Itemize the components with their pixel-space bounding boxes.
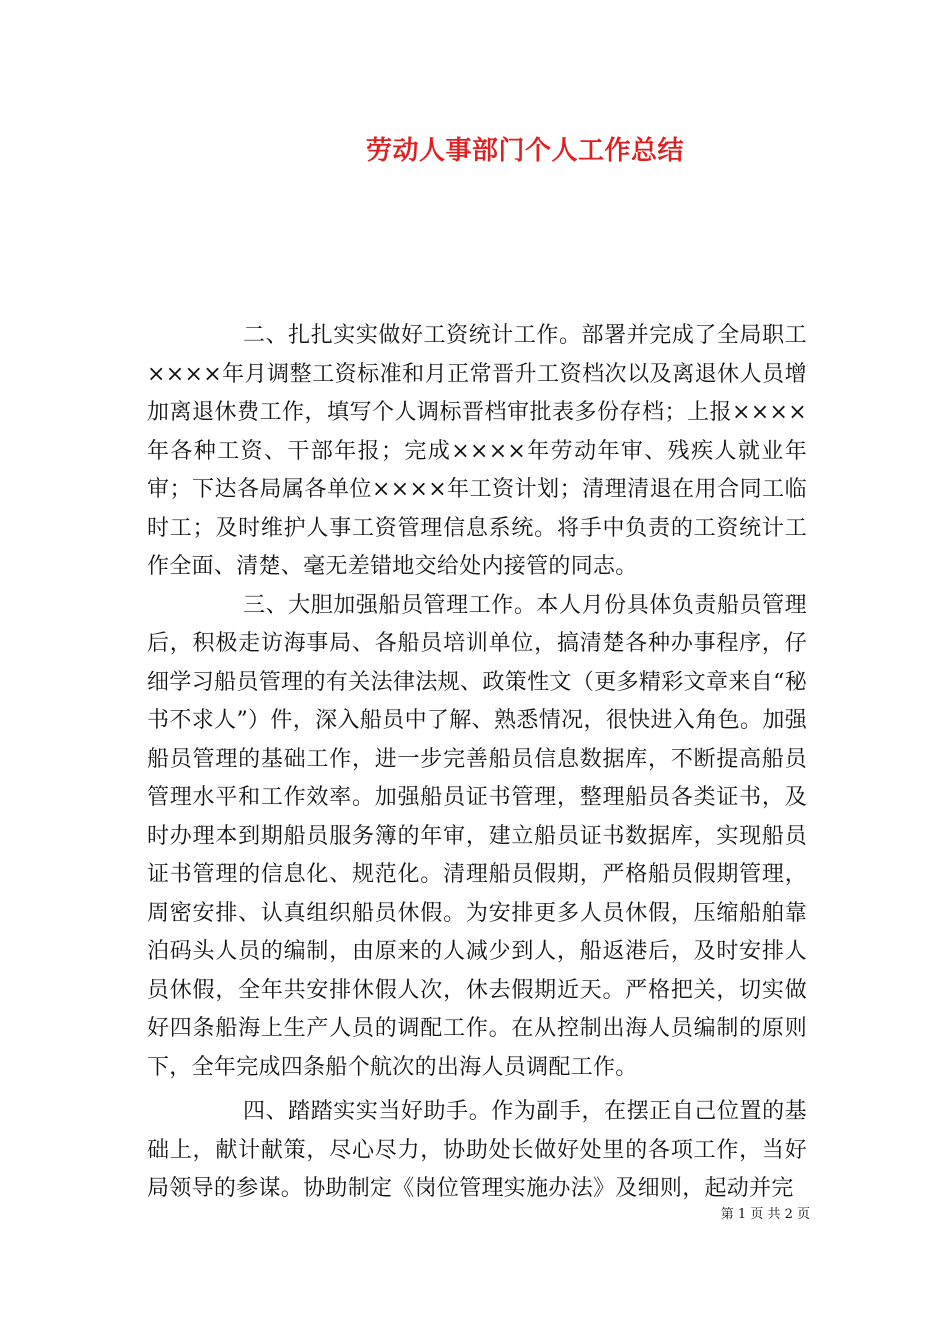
document-body xyxy=(147,317,807,1209)
document-title: 劳动人事部门个人工作总结 xyxy=(365,136,684,166)
paragraph-wage-statistics: 二、扎扎实实做好工资统计工作。部署并完成了全局职工××××年月调整工资标准和月正常晋升工资档次以及离退休人员增加离退休费工作，填写个人调标晋档审批表多份存档；上报××××年各种工资、干部年报；完成××××年劳动年审、残疾人就业年审；下达各局属各单位××××年工资计划；清理清退在用合同工临时工；及时维护人事工资管理信息系统。将手中负责的工资统计工作全面、清楚、毫无差错地交给处内接管的同志。 xyxy=(147,323,807,579)
page-number-footer: 第 1 页 共 2 页 xyxy=(720,1207,810,1222)
paragraph-assistant-role: 四、踏踏实实当好助手。作为副手，在摆正自己位置的基础上，献计献策，尽心尽力，协助处长做好处里的各项工作，当好局领导的参谋。协助制定《岗位管理实施办法》及细则，起动并完 xyxy=(147,1099,807,1201)
paragraph-crew-management: 三、大胆加强船员管理工作。本人月份具体负责船员管理后，积极走访海事局、各船员培训单位，搞清楚各种办事程序，仔细学习船员管理的有关法律法规、政策性文（更多精彩文章来自“秘书不求人”）件，深入船员中了解、熟悉情况，很快进入角色。加强船员管理的基础工作，进一步完善船员信息数据库，不断提高船员管理水平和工作效率。加强船员证书管理，整理船员各类证书，及时办理本到期船员服务簿的年审，建立船员证书数据库，实现船员证书管理的信息化、规范化。清理船员假期，严格船员假期管理，周密安排、认真组织船员休假。为安排更多人员休假，压缩船舶靠泊码头人员的编制，由原来的人减少到人，船返港后，及时安排人员休假，全年共安排休假人次，休去假期近天。严格把关，切实做好四条船海上生产人员的调配工作。在从控制出海人员编制的原则下，全年完成四条船个航次的出海人员调配工作。 xyxy=(147,592,807,1080)
